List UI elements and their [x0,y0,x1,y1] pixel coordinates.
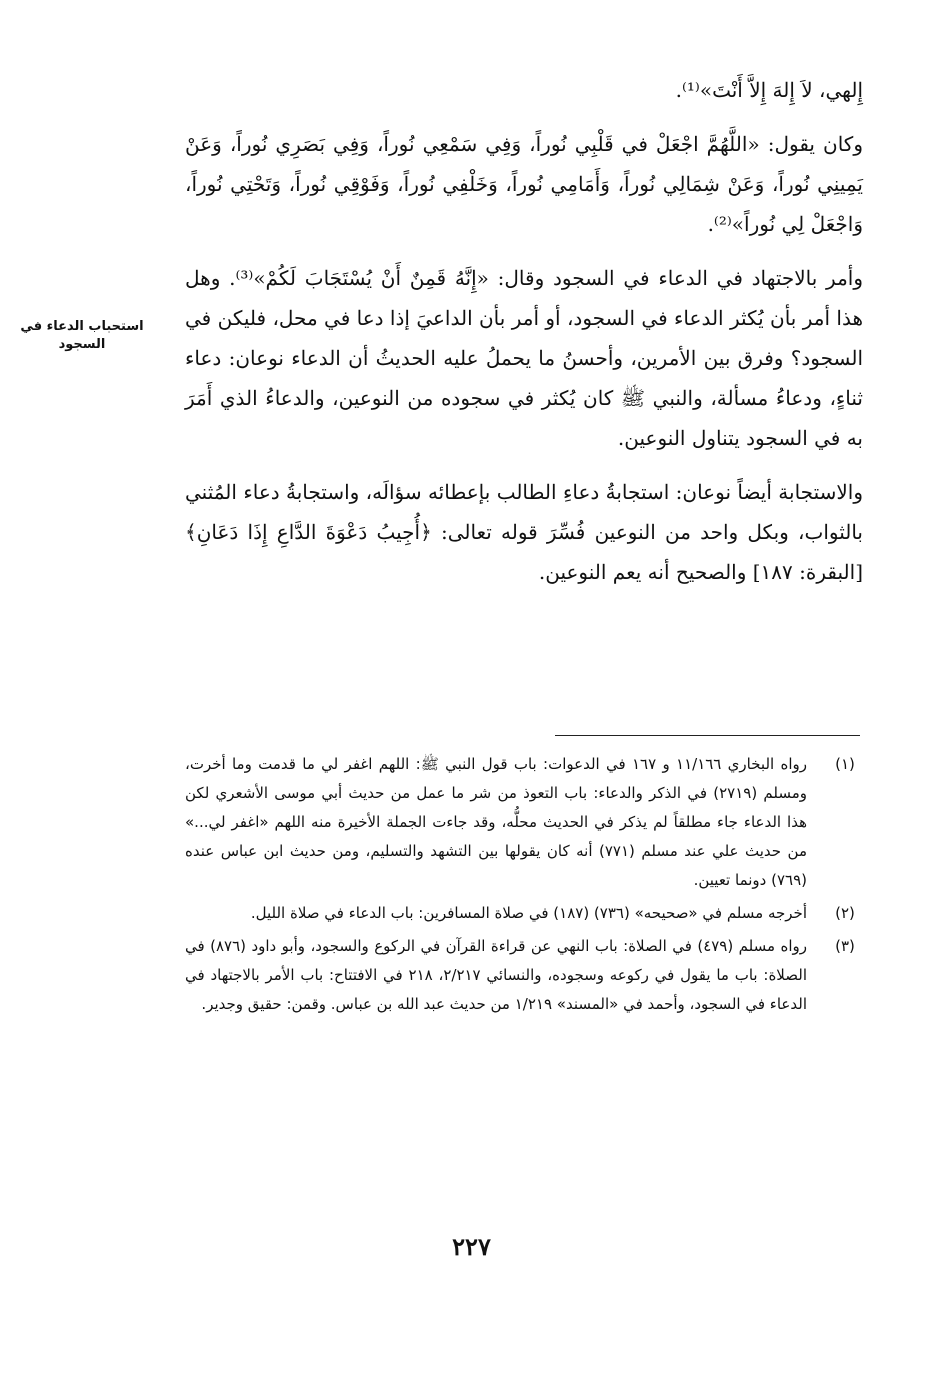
paragraph-2: وكان يقول: «اللَّهُمَّ اجْعَلْ في قَلْبِي نُوراً، وَفِي سَمْعِي نُوراً، وَفِي بَصَرِي نُوراً، وَعَنْ يَمِينِي نُوراً، وَعَنْ شِمَالِي نُوراً، وَأَمَامِي نُوراً، وَخَلْفِي نُوراً، وَفَوْقِي نُوراً، وَتَحْتِي نُوراً، وَاجْعَلْ لِي نُوراً»⁽²⁾. [185,132,863,236]
page-number: ٢٢٧ [452,1232,491,1261]
footnotes [185,750,865,1023]
footnote-number: (١) [835,755,855,773]
main-text [185,70,863,606]
paragraph-1: إِلهي، لاَ إِلهَ إِلاَّ أَنْتَ»⁽¹⁾. [675,78,863,102]
footnote-number: (٣) [835,937,855,955]
margin-note: استحباب الدعاء في السجود [20,319,144,352]
footnote-separator [555,735,860,736]
paragraph-4: والاستجابة أيضاً نوعان: استجابةُ دعاءِ الطالب بإعطائه سؤالَه، واستجابةُ دعاء المُثني بالثواب، وبكل واحد من النوعين فُسِّرَ قوله تعالى: ﴿أُجِيبُ دَعْوَةَ الدَّاعِ إِذَا دَعَانِ﴾ [البقرة: ١٨٧] والصحيح أنه يعم النوعين. [185,480,863,584]
footnote-text: رواه البخاري ١١/١٦٦ و ١٦٧ في الدعوات: باب قول النبي ﷺ: اللهم اغفر لي ما قدمت وما أخرت، ومسلم (٢٧١٩) في الذكر والدعاء: باب التعوذ من شر ما عمل من حديث أبي موسى الأشعري لكن هذا الدعاء جاء مطلقاً لم يذكر في الحديث محلُّه، وقد جاءت الجملة الأخيرة منه اللهم «اغفر لي...» من حديث علي عند مسلم (٧٧١) أنه كان يقولها بين التشهد والتسليم، ومن حديث ابن عباس عنده (٧٦٩) دونما تعيين. [185,755,808,889]
footnote-1 [185,750,865,895]
footnote-text: أخرجه مسلم في «صحيحه» (٧٣٦) (١٨٧) في صلاة المسافرين: باب الدعاء في صلاة الليل. [250,904,807,922]
footnote-text: رواه مسلم (٤٧٩) في الصلاة: باب النهي عن قراءة القرآن في الركوع والسجود، وأبو داود (٨٧٦) في الصلاة: باب ما يقول في ركوعه وسجوده، والنسائي ٢/٢١٧، ٢١٨ في الافتتاح: باب الأمر بالاجتهاد في الدعاء في السجود، وأحمد في «المسند» ١/٢١٩ من حديث عبد الله بن عباس. وقمن: حقيق وجدير. [185,937,807,1013]
footnote-3 [185,932,865,1019]
footnote-2 [185,899,865,928]
footnote-number: (٢) [835,904,855,922]
paragraph-3: وأمر بالاجتهاد في الدعاء في السجود وقال: «إِنَّهُ قَمِنٌ أَنْ يُسْتَجَابَ لَكُمْ»⁽³⁾. وهل هذا أمر بأن يُكثر الدعاء في السجود، أو أمر بأن الداعيَ إذا دعا في محل، فليكن في السجود؟ وفرق بين الأمرين، وأحسنُ ما يحملُ عليه الحديثُ أن الدعاء نوعان: دعاء ثناءٍ، ودعاءُ مسألة، والنبي ﷺ كان يُكثر في سجوده من النوعين، والدعاءُ الذي أَمَرَ به في السجود يتناول النوعين. [185,266,864,450]
